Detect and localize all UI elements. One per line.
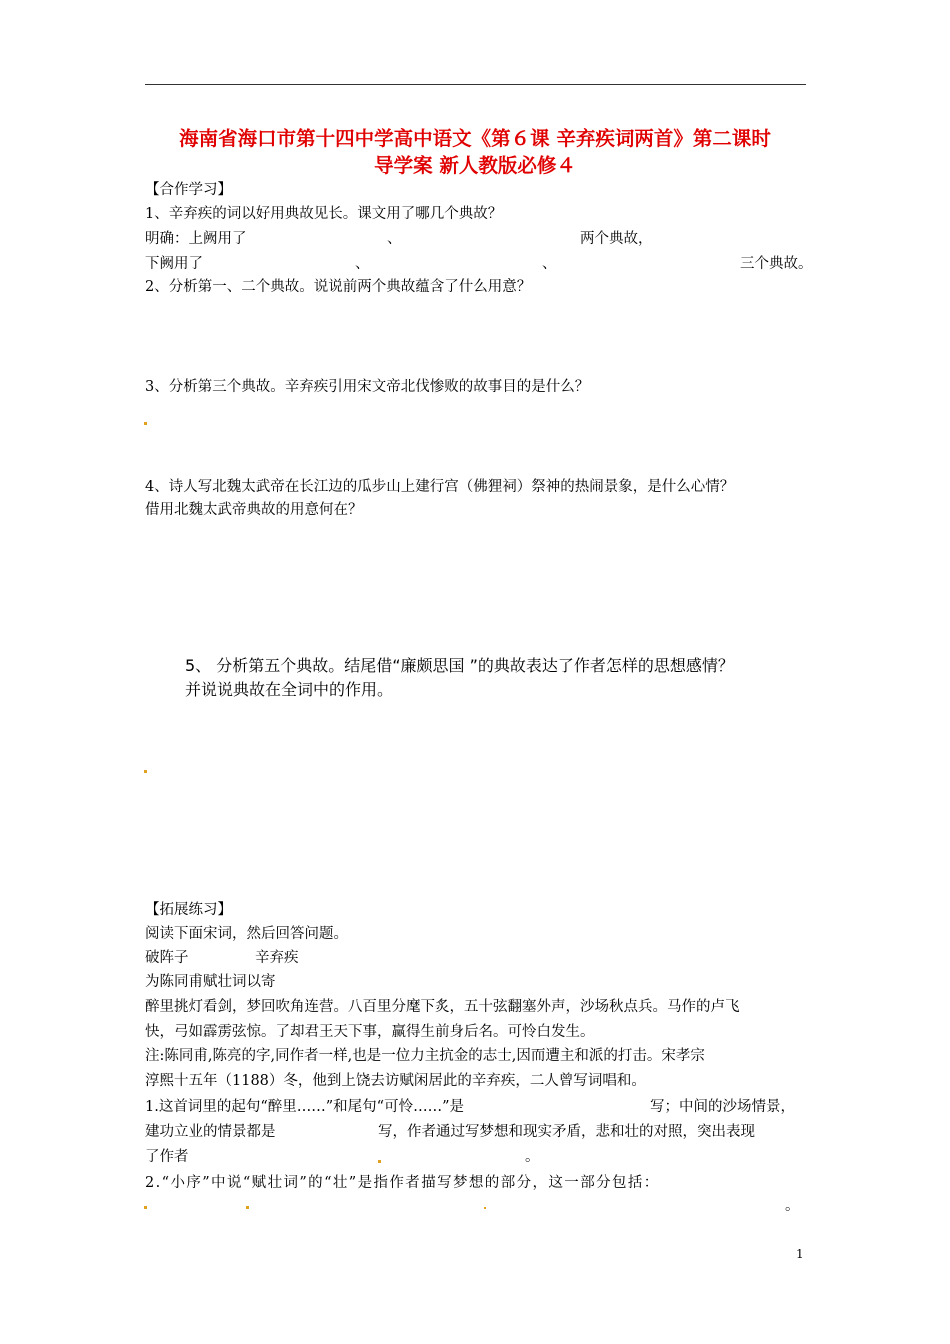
stray-mark: [484, 1207, 486, 1209]
question-4-line2: 借用北魏太武帝典故的用意何在？: [145, 502, 363, 518]
question-4-line1: 4、诗人写北魏太武帝在长江边的瓜步山上建行宫（佛狸祠）祭神的热闹景象，是什么心情？: [145, 479, 735, 495]
stray-mark: [246, 1206, 249, 1209]
exercise-2-end: 。: [785, 1198, 800, 1214]
stray-mark: [378, 1160, 381, 1163]
header-rule: [145, 84, 806, 85]
question-3: 3、分析第三个典故。辛弃疾引用宋文帝北伐惨败的故事目的是什么？: [145, 379, 590, 395]
doc-title-line2: 导学案 新人教版必修４: [374, 154, 576, 177]
stray-mark: [144, 422, 147, 425]
exercise-1-line3-a: 了作者: [145, 1149, 189, 1165]
exercise-2-line1: 2.“小序”中说“赋壮词”的“壮”是指作者描写梦想的部分，这一部分包括：: [145, 1175, 660, 1191]
section-heading-extension: 【拓展练习】: [145, 902, 232, 918]
note-line-2: 淳熙十五年（1188）冬，他到上饶去访赋闲居此的辛弃疾，二人曾写词唱和。: [145, 1073, 646, 1089]
reading-prompt: 阅读下面宋词，然后回答问题。: [145, 926, 348, 942]
question-1: 1、辛弃疾的词以好用典故见长。课文用了哪几个典故？: [145, 206, 503, 222]
answer-1-line2-sep2: 、: [542, 256, 557, 272]
poem-title: 破阵子: [145, 950, 189, 966]
exercise-1-line1-a: 1.这首词里的起句“醉里……”和尾句“可怜……”是: [145, 1099, 464, 1115]
question-5-line2: 并说说典故在全词中的作用。: [185, 680, 394, 699]
note-line-1: 注:陈同甫,陈亮的字,同作者一样,也是一位力主抗金的志士,因而遭主和派的打击。宋孝宗: [145, 1048, 705, 1064]
stray-mark: [144, 1206, 147, 1209]
question-5-line1: 5、 分析第五个典故。结尾借“廉颇思国 ”的典故表达了作者怎样的思想感情？: [185, 656, 734, 675]
poem-line-2: 快，弓如霹雳弦惊。了却君王天下事，赢得生前身后名。可怜白发生。: [145, 1024, 595, 1040]
poem-line-1: 醉里挑灯看剑，梦回吹角连营。八百里分麾下炙，五十弦翻塞外声，沙场秋点兵。马作的卢飞: [145, 999, 740, 1015]
poem-subtitle: 为陈同甫赋壮词以寄: [145, 974, 276, 990]
answer-1-line1-prefix: 明确：上阙用了: [145, 231, 247, 247]
answer-1-line2-sep1: 、: [355, 256, 370, 272]
answer-1-line2-suffix: 三个典故。: [740, 256, 813, 272]
exercise-1-line2-b: 写，作者通过写梦想和现实矛盾，悲和壮的对照，突出表现: [378, 1124, 755, 1140]
stray-mark: [144, 770, 147, 773]
section-heading-cooperative: 【合作学习】: [145, 182, 232, 198]
answer-1-line1-suffix: 两个典故，: [580, 231, 653, 247]
doc-title-line1: 海南省海口市第十四中学高中语文《第６课 辛弃疾词两首》第二课时: [179, 127, 771, 150]
answer-1-line2-prefix: 下阙用了: [145, 256, 203, 272]
question-2: 2、分析第一、二个典故。说说前两个典故蕴含了什么用意？: [145, 279, 532, 295]
page-number: 1: [796, 1247, 804, 1261]
exercise-1-line3-b: 。: [525, 1149, 540, 1165]
exercise-1-line1-b: 写；中间的沙场情景，: [650, 1099, 795, 1115]
answer-1-line1-sep: 、: [387, 231, 402, 247]
exercise-1-line2-a: 建功立业的情景都是: [145, 1124, 276, 1140]
poem-author: 辛弃疾: [255, 950, 299, 966]
